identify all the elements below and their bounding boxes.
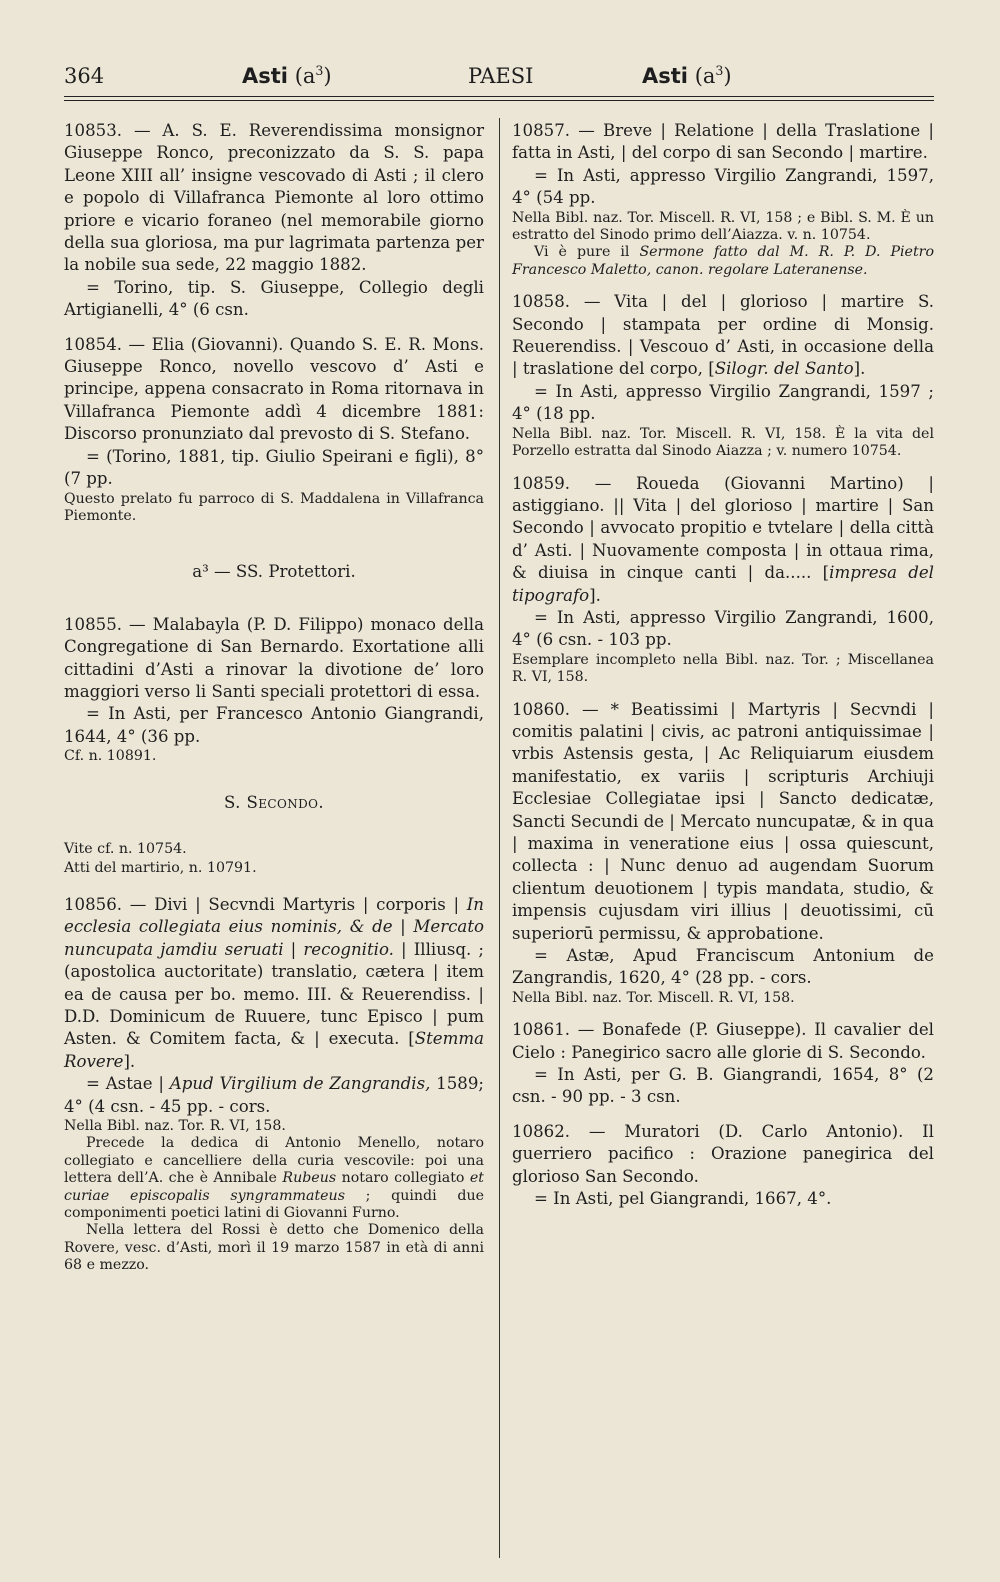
entry-10860 — [512, 699, 934, 1008]
entry-text: 10859. — Roueda (Giovanni Martino) | astiggiano. || Vita | del glorioso | martire | San Secondo | avvocato propitio e tvtelare | della città d’ Asti. | Nuovamente composta | in ottaua rima, & diuisa in cinque canti | da..... [impresa del tipografo]. — [512, 473, 934, 605]
header-left-title: Asti $(a^3)$ — [242, 63, 332, 88]
entry-note: Nella Bibl. naz. Tor. Miscell. R. VI, 158. — [512, 989, 795, 1006]
entry-note-location: Nella Bibl. naz. Tor. R. VI, 158. — [64, 1118, 286, 1135]
entry-text: 10854. — Elia (Giovanni). Quando S. E. R. Mons. Giuseppe Ronco, novello vescovo d’ Asti e principe, appena consacrato in Roma ritornava in Villafranca Piemonte addì 4 dicembre 1881: Discorso pronunziato dal prevosto di S. Stefano. — [64, 334, 484, 444]
entry-imprint: = In Asti, appresso Virgilio Zangrandi, 1597, 4° (54 pp. — [512, 165, 934, 208]
entry-imprint: = Astæ, Apud Franciscum Antonium de Zangrandis, 1620, 4° (28 pp. - cors. — [512, 946, 934, 988]
entry-imprint: = (Torino, 1881, tip. Giulio Speirani e figli), 8° (7 pp. — [64, 446, 484, 489]
cross-references — [64, 840, 484, 878]
running-header — [64, 58, 934, 94]
subsection-heading: S. Secondo. — [223, 792, 325, 812]
entry-imprint: = In Asti, appresso Virgilio Zangrandi, 1600, 4° (6 csn. - 103 pp. — [512, 607, 934, 650]
entry-10859 — [512, 473, 934, 687]
entry-imprint: = Torino, tip. S. Giuseppe, Collegio degli Artigianelli, 4° (6 csn. — [64, 277, 484, 320]
right-column — [512, 120, 934, 1223]
entry-imprint: = In Asti, per Francesco Antonio Giangrandi, 1644, 4° (36 pp. — [64, 704, 484, 746]
entry-text: 10858. — Vita | del | glorioso | martire S. Secondo | stampata per ordine di Monsig. Reuerendiss. | Vescouo d’ Asti, in occasione della | traslatione del corpo, [Silogr. del Santo]. — [512, 292, 934, 379]
header-right-title: Asti $(a^3)$ — [642, 63, 732, 88]
atti-reference: Atti del martirio, n. 10791. — [64, 859, 257, 876]
entry-note: Questo prelato fu parroco di S. Maddalena in Villafranca Piemonte. — [64, 490, 484, 524]
entry-10861 — [512, 1019, 934, 1109]
entry-note: Nella Bibl. naz. Tor. Miscell. R. VI, 158 ; e Bibl. S. M. È un estratto del Sinodo primo dell’Aiazza. v. n. 10754. — [512, 209, 934, 244]
entry-note: Esemplare incompleto nella Bibl. naz. Tor. ; Miscellanea R. VI, 158. — [512, 651, 934, 686]
entry-text: 10862. — Muratori (D. Carlo Antonio). Il guerriero pacifico : Orazione panegirica del glorioso San Secondo. — [512, 1121, 934, 1186]
entry-10853 — [64, 120, 484, 322]
header-rule-bottom — [64, 100, 934, 101]
entry-note: Cf. n. 10891. — [64, 748, 157, 765]
entry-imprint: = In Asti, appresso Virgilio Zangrandi, 1597 ; 4° (18 pp. — [512, 381, 934, 424]
entry-10857 — [512, 120, 934, 279]
entry-10855 — [64, 614, 484, 766]
entry-imprint: = Astae | Apud Virgilium de Zangrandis, 1589; 4° (4 csn. - 45 pp. - cors. — [64, 1074, 484, 1116]
entry-text: 10861. — Bonafede (P. Giuseppe). Il cavalier del Cielo : Panegirico sacro alle glorie di S. Secondo. — [512, 1020, 934, 1062]
entry-text: 10860. — * Beatissimi | Martyris | Secvndi | comitis palatini | civis, ac patroni antiquissimae | vrbis Astensis gesta, | Ac Reliquiarum eiusdem manifestatio, ex variis | scripturis Archiuji Ecclesiae Collegiatae ipsi | Sancto dedicatæ, Sancti Secundi de | Mercato nuncupatæ, & in qua | maxima in veneratione eius | ossa quiescunt, collecta : | Nunc denuo ad augendam Suorum clientum deuotionem | typis mandata, studio, & impensis cujusdam viri illius | deuotissimi, cū superiorū permissu, & approbatione. — [512, 699, 934, 943]
left-column — [64, 120, 484, 1287]
entry-10858 — [512, 291, 934, 460]
entry-text: 10855. — Malabayla (P. D. Filippo) monaco della Congregatione di San Bernardo. Exortatione alli cittadini d’Asti a rinovar la divotione de’ loro maggiori verso li Santi speciali protettori di essa. — [64, 614, 484, 701]
entry-text: 10856. — Divi | Secvndi Martyris | corporis | In ecclesia collegiata eius nominis, & de | Mercato nuncupata jamdiu seruati | recognitio. | Illiusq. ; (apostolica auctoritate) translatio, cætera | item ea de causa per bo. memo. III. & Reuerendiss. | D.D. Dominicum de Ruuere, tunc Episco | pum Asten. & Comitem facta, & | executa. [Stemma Rovere]. — [64, 894, 484, 1071]
entry-note-rossi: Nella lettera del Rossi è detto che Domenico della Rovere, vesc. d’Asti, morì il 19 marzo 1587 in età di anni 68 e mezzo. — [64, 1222, 484, 1274]
entry-note-sermone: Vi è pure il Sermone fatto dal M. R. P. D. Pietro Francesco Maletto, canon. regolare Lateranense. — [512, 244, 934, 278]
entry-note: Nella Bibl. naz. Tor. Miscell. R. VI, 158. È la vita del Porzello estratta dal Sinodo Aiazza ; v. numero 10754. — [512, 425, 934, 460]
vite-reference: Vite cf. n. 10754. — [64, 840, 187, 857]
entry-10856 — [64, 894, 484, 1275]
entry-imprint: = In Asti, pel Giangrandi, 1667, 4°. — [534, 1189, 832, 1209]
header-rule-top — [64, 96, 934, 97]
entry-text: 10853. — A. S. E. Reverendissima monsignor Giuseppe Ronco, preconizzato da S. S. papa Leone XIII all’ insigne vescovado di Asti ; il clero e popolo di Villafranca Piemonte al loro ottimo priore e vicario foraneo (nel memorabile giorno della sua gloriosa, ma pur lagrimata partenza per la nobile sua sede, 22 maggio 1882. — [64, 121, 484, 275]
entry-note-dedication: Precede la dedica di Antonio Menello, notaro collegiato e cancelliere della curia vescovile: poi una lettera dell’A. che è Annibale Rubeus notaro collegiato et curiae episcopalis syngrammateus ; quindi due componimenti poetici latini di Giovanni Furno. — [64, 1135, 484, 1222]
entry-imprint: = In Asti, per G. B. Giangrandi, 1654, 8° (2 csn. - 90 pp. - 3 csn. — [512, 1065, 934, 1107]
entry-text: 10857. — Breve | Relatione | della Traslatione | fatta in Asti, | del corpo di san Secondo | martire. — [512, 121, 934, 163]
entry-10854 — [64, 334, 484, 526]
column-divider — [499, 118, 500, 1558]
header-center-title: PAESI — [468, 64, 534, 88]
page-number: 364 — [64, 64, 105, 88]
entry-10862 — [512, 1121, 934, 1211]
section-heading: a³ — SS. Protettori. — [192, 562, 356, 582]
